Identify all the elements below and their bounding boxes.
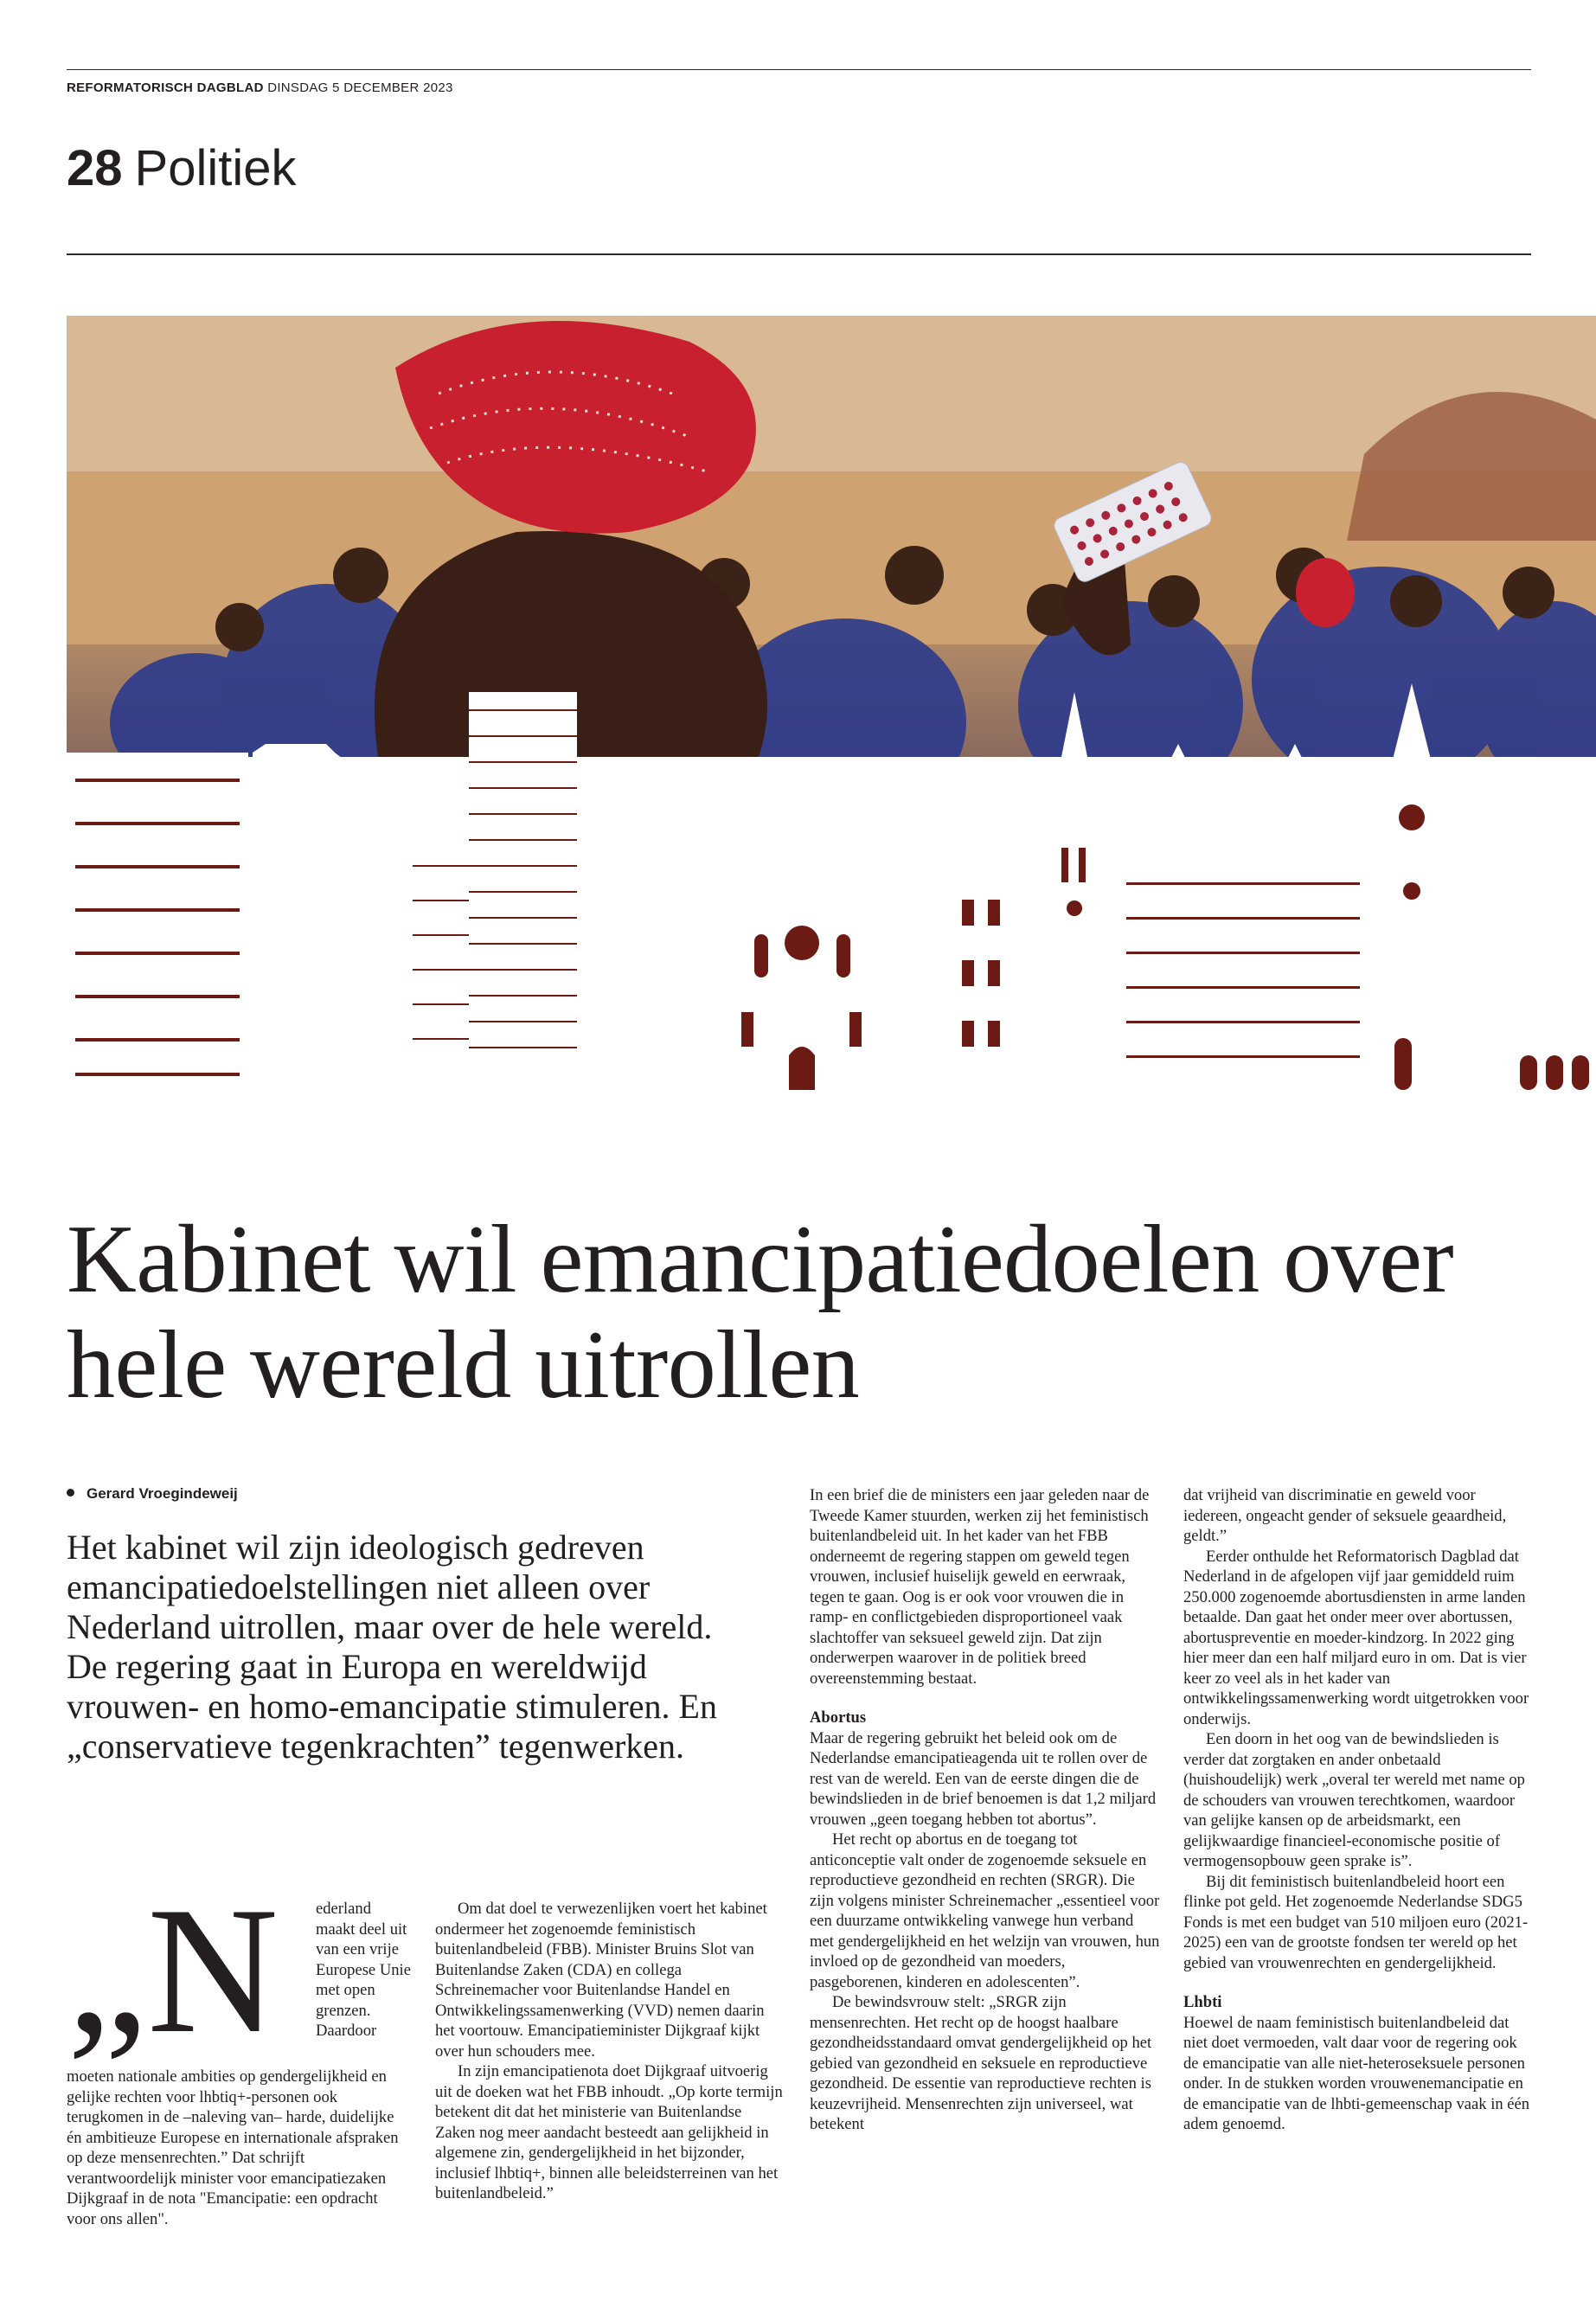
section-header <box>67 140 297 196</box>
body-paragraph: Bij dit feministisch buitenlandbeleid hoort een flinke pot geld. Het zogenoemde Nederlandse SDG5 Fonds is met een budget van 510 miljoen euro (2021-2025) een van de grootste fondsen ter wereld op het gebied van vrouwenrechten en gendergelijkheid. <box>1183 1872 1529 1972</box>
bullet-icon <box>67 1489 74 1497</box>
body-paragraph: Hoewel de naam feministisch buitenlandbeleid dat niet doet vermoeden, valt daar voor de regering ook de emancipatie van alle niet-heteroseksuele personen onder. In de stukken worden vrouwenemancipatie en de emancipatie van de lhbti-gemeenschap vaak in één adem genoemd. <box>1183 2013 1530 2133</box>
body-paragraph: Maar de regering gebruikt het beleid ook om de Nederlandse emancipatieagenda uit te rollen over de rest van de wereld. Een van de eerste dingen die de bewindslieden in de brief benoemen is dat 1,2 miljard vrouwen „geen toegang hebben tot abortus”. <box>810 1728 1157 1829</box>
body-paragraph: Om dat doel te verwezenlijken voert het kabinet ondermeer het zogenoemde feministisch buitenlandbeleid (FBB). Minister Bruins Slot van Buitenlandse Zaken (CDA) en collega Schreinemacher voor Buitenlandse Handel en Ontwikkelingssamenwerking (VVD) nemen daarin het voortouw. Emancipatieminister Dijkgraaf kijkt over hun schouders mee. <box>435 1900 767 2061</box>
page-number: 28 <box>67 140 123 196</box>
byline <box>67 1485 238 1503</box>
masthead <box>67 80 453 95</box>
article-column-4 <box>1183 1485 1534 2135</box>
author-name: Gerard Vroegindeweij <box>87 1485 238 1502</box>
masthead-date: DINSDAG 5 DECEMBER 2023 <box>267 80 453 95</box>
body-paragraph: Het recht op abortus en de toegang tot anticonceptie valt onder de zogenoemde seksuele en reproductieve gezondheid en rechten (SRGR). Die zijn volgens minister Schreinemacher „essentieel voor een duurzame ontwikkeling vanwege hun verband met gendergelijkheid en het welzijn van vrouwen, hun invloed op de gezondheid van moeders, pasgeborenen, kinderen en adolescenten”. <box>810 1830 1160 1991</box>
top-rule <box>67 69 1531 70</box>
dropcap: „N <box>67 1870 279 2071</box>
article-headline: Kabinet wil emancipatiedoelen over hele wereld uitrollen <box>67 1206 1454 1419</box>
article-column-3 <box>810 1485 1160 2135</box>
body-paragraph: dat vrijheid van discriminatie en geweld voor iedereen, ongeacht gender of seksuele geaardheid, geldt.” <box>1183 1486 1507 1545</box>
dropcap-block <box>67 1870 411 2071</box>
subhead-lhbti: Lhbti <box>1183 1993 1222 2011</box>
body-paragraph: In zijn emancipatienota doet Dijkgraaf uitvoerig uit de doeken wat het FBB inhoudt. „Op korte termijn betekent dit dat het ministerie van Buitenlandse Zaken nog meer aandacht besteedt aan gelijkheid in algemene zin, gendergelijkheid in het bijzonder, inclusief lhbtiq+, binnen alle beleidsterreinen van het buitenlandbeleid.” <box>435 2062 783 2202</box>
article-lead: Het kabinet wil zijn ideologisch gedreven emancipatiedoelstellingen niet alleen over Nederland uitrollen, maar over de hele wereld. De regering gaat in Europa en wereldwijd vrouwen- en homo-emancipatie stimuleren. En „conservatieve tegenkrachten” tegenwerken. <box>67 1528 717 1766</box>
body-paragraph: De bewindsvrouw stelt: „SRGR zijn mensenrechten. Het recht op de hoogst haalbare gezondheidsstandaard omvat gendergelijkheid op het gebied van gezondheid en seksuele en reproductieve gezondheid. De essentie van reproductieve rechten is keuzevrijheid. Mensenrechten zijn universeel, wat betekent <box>810 1993 1152 2133</box>
body-paragraph: ederland maakt deel uit van een vrije Europese Unie met open grenzen. Daardoor <box>316 1900 411 2040</box>
body-paragraph: moeten nationale ambities op gendergelijkheid en gelijke rechten voor lhbtiq+-personen ook terugkomen in de –naleving van– harde, duidelijke én ambitieuze Europese en internationale afspraken op deze mensenrechten.” Dat schrijft verantwoordelijk minister voor emancipatiezaken Dijkgraaf in de nota "Emancipatie: een opdracht voor ons allen". <box>67 2067 399 2228</box>
body-paragraph: Eerder onthulde het Reformatorisch Dagblad dat Nederland in de afgelopen vijf jaar gemiddeld ruim 250.000 zogenoemde abortusdiensten in arme landen betaalde. Dan gaat het onder meer over abortussen, abortuspreventie en moeder-kindzorg. In 2022 ging hier meer dan een half miljard euro in om. Dat is vier keer zo veel als in het kader van ontwikkelingssamenwerking wordt uitgetrokken voor onderwijs. <box>1183 1547 1529 1728</box>
section-rule <box>67 253 1531 255</box>
body-paragraph: In een brief die de ministers een jaar geleden naar de Tweede Kamer stuurden, werken zij het feministisch buitenlandbeleid uit. In het kader van het FBB onderneemt de regering stappen om geweld tegen vrouwen, inclusief huiselijk geweld en eerwraak, tegen te gaan. Oog is er ook voor vrouwen die in ramp- en conflictgebieden disproportioneel vaak slachtoffer van seksueel geweld zijn. Dat zijn onderwerpen waarover in de politiek breed overeenstemming bestaat. <box>810 1486 1150 1688</box>
skyline-illustration <box>67 675 1596 1090</box>
section-name: Politiek <box>134 140 297 196</box>
body-paragraph: Een doorn in het oog van de bewindslieden is verder dat zorgtaken en ander onbetaald (huishoudelijk) werk „overal ter wereld met name op de schouders van vrouwen terechtkomen, waardoor van gelijke kansen op de arbeidsmarkt, een gelijkwaardige financieel-economische positie of vermogensopbouw geen sprake is”. <box>1183 1730 1525 1870</box>
masthead-paper: REFORMATORISCH DAGBLAD <box>67 80 264 95</box>
subhead-abortus: Abortus <box>810 1708 867 1727</box>
article-column-2 <box>435 1899 785 2204</box>
skyline-buildings <box>67 683 1596 1090</box>
article-column-1 <box>67 1870 411 2229</box>
